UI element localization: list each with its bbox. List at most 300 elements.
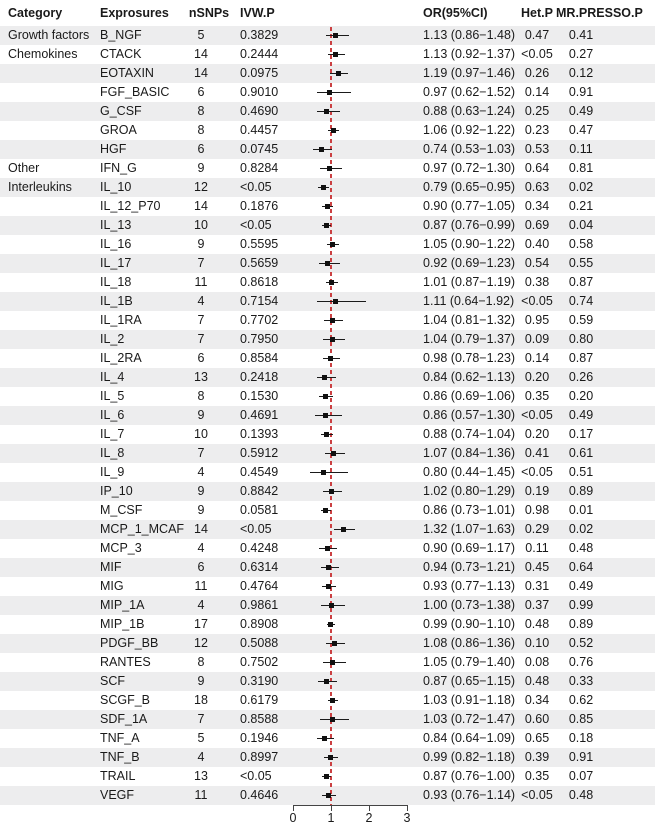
column-header-mr-presso-p: MR.PRESSO.P — [556, 6, 643, 20]
exposure-cell: SDF_1A — [100, 712, 148, 726]
ivw-p-cell: 0.1946 — [240, 731, 279, 745]
ivw-p-cell: 0.9861 — [240, 598, 279, 612]
het-p-cell: 0.65 — [524, 731, 550, 745]
nsnps-cell: 4 — [197, 294, 205, 308]
table-row — [0, 349, 655, 368]
ivw-p-cell: 0.5659 — [240, 256, 279, 270]
het-p-cell: 0.48 — [524, 617, 550, 631]
nsnps-cell: 4 — [197, 541, 205, 555]
het-p-cell: 0.39 — [524, 750, 550, 764]
table-row — [0, 558, 655, 577]
het-p-cell: 0.40 — [524, 237, 550, 251]
nsnps-cell: 18 — [194, 693, 208, 707]
exposure-cell: IL_9 — [100, 465, 125, 479]
exposure-cell: IL_8 — [100, 446, 125, 460]
or-ci-cell: 0.90 (0.77−1.05) — [423, 199, 516, 213]
or-ci-cell: 0.90 (0.69−1.17) — [423, 541, 516, 555]
exposure-cell: IL_2RA — [100, 351, 142, 365]
mr-presso-p-cell: 0.21 — [568, 199, 594, 213]
or-point-marker — [324, 223, 329, 228]
or-ci-cell: 1.07 (0.84−1.36) — [423, 446, 516, 460]
or-point-marker — [323, 413, 328, 418]
ivw-p-cell: 0.1876 — [240, 199, 279, 213]
or-ci-cell: 0.87 (0.76−0.99) — [423, 218, 516, 232]
het-p-cell: 0.25 — [524, 104, 550, 118]
ivw-p-cell: 0.8284 — [240, 161, 279, 175]
mr-presso-p-cell: 0.81 — [568, 161, 594, 175]
table-row — [0, 634, 655, 653]
or-ci-cell: 1.03 (0.72−1.47) — [423, 712, 516, 726]
nsnps-cell: 12 — [194, 636, 208, 650]
mr-presso-p-cell: 0.62 — [568, 693, 594, 707]
exposure-cell: IL_4 — [100, 370, 125, 384]
het-p-cell: 0.69 — [524, 218, 550, 232]
or-ci-cell: 0.84 (0.64−1.09) — [423, 731, 516, 745]
or-point-marker — [325, 261, 330, 266]
nsnps-cell: 11 — [194, 275, 208, 289]
or-point-marker — [326, 793, 331, 798]
or-point-marker — [330, 242, 335, 247]
table-row — [0, 444, 655, 463]
ivw-p-cell: 0.8618 — [240, 275, 279, 289]
x-axis-line — [293, 805, 408, 806]
nsnps-cell: 10 — [194, 218, 208, 232]
or-ci-cell: 0.92 (0.69−1.23) — [423, 256, 516, 270]
table-row — [0, 691, 655, 710]
exposure-cell: IL_18 — [100, 275, 132, 289]
or-point-marker — [332, 641, 337, 646]
het-p-cell: 0.54 — [524, 256, 550, 270]
exposure-cell: RANTES — [100, 655, 151, 669]
mr-presso-p-cell: 0.85 — [568, 712, 594, 726]
het-p-cell: 0.60 — [524, 712, 550, 726]
confidence-interval-line — [317, 301, 366, 302]
exposure-cell: SCF — [100, 674, 125, 688]
ivw-p-cell: 0.8588 — [240, 712, 279, 726]
nsnps-cell: 11 — [194, 788, 208, 802]
exposure-cell: CTACK — [100, 47, 142, 61]
table-row — [0, 26, 655, 45]
ivw-p-cell: 0.4457 — [240, 123, 279, 137]
nsnps-cell: 9 — [197, 161, 205, 175]
exposure-cell: IL_16 — [100, 237, 132, 251]
table-row — [0, 292, 655, 311]
ivw-p-cell: 0.5595 — [240, 237, 279, 251]
or-ci-cell: 0.88 (0.74−1.04) — [423, 427, 516, 441]
or-ci-cell: 0.97 (0.62−1.52) — [423, 85, 516, 99]
het-p-cell: 0.53 — [524, 142, 550, 156]
column-header-category: Category — [8, 6, 63, 20]
or-ci-cell: 0.74 (0.53−1.03) — [423, 142, 516, 156]
or-point-marker — [323, 394, 328, 399]
nsnps-cell: 6 — [197, 351, 205, 365]
table-header — [0, 0, 655, 26]
exposure-cell: MIF — [100, 560, 122, 574]
nsnps-cell: 7 — [197, 446, 205, 460]
mr-presso-p-cell: 0.91 — [568, 85, 594, 99]
nsnps-cell: 9 — [197, 408, 205, 422]
mr-presso-p-cell: 0.49 — [568, 408, 594, 422]
mr-presso-p-cell: 0.87 — [568, 351, 594, 365]
exposure-cell: TRAIL — [100, 769, 136, 783]
table-row — [0, 159, 655, 178]
het-p-cell: 0.31 — [524, 579, 550, 593]
or-point-marker — [321, 470, 326, 475]
ivw-p-cell: 0.8908 — [240, 617, 279, 631]
or-point-marker — [341, 527, 346, 532]
table-row — [0, 615, 655, 634]
mr-presso-p-cell: 0.80 — [568, 332, 594, 346]
x-axis-tick-label: 3 — [403, 811, 411, 825]
table-row — [0, 197, 655, 216]
exposure-cell: IL_6 — [100, 408, 125, 422]
or-point-marker — [326, 565, 331, 570]
or-ci-cell: 1.02 (0.80−1.29) — [423, 484, 516, 498]
exposure-cell: MCP_3 — [100, 541, 142, 555]
table-row — [0, 64, 655, 83]
nsnps-cell: 4 — [197, 750, 205, 764]
mr-presso-p-cell: 0.87 — [568, 275, 594, 289]
ivw-p-cell: 0.4691 — [240, 408, 279, 422]
exposure-cell: MIP_1B — [100, 617, 145, 631]
het-p-cell: 0.35 — [524, 389, 550, 403]
or-ci-cell: 1.04 (0.79−1.37) — [423, 332, 516, 346]
or-point-marker — [330, 660, 335, 665]
table-row — [0, 501, 655, 520]
ivw-p-cell: <0.05 — [240, 218, 272, 232]
or-point-marker — [325, 204, 330, 209]
table-row — [0, 672, 655, 691]
column-header-or-ci: OR(95%CI) — [423, 6, 488, 20]
het-p-cell: <0.05 — [521, 47, 553, 61]
ivw-p-cell: 0.7154 — [240, 294, 279, 308]
ivw-p-cell: 0.5912 — [240, 446, 279, 460]
mr-presso-p-cell: 0.18 — [568, 731, 594, 745]
or-point-marker — [319, 147, 324, 152]
or-ci-cell: 1.03 (0.91−1.18) — [423, 693, 516, 707]
table-row — [0, 596, 655, 615]
or-ci-cell: 0.84 (0.62−1.13) — [423, 370, 516, 384]
table-row — [0, 482, 655, 501]
exposure-cell: TNF_B — [100, 750, 140, 764]
ivw-p-cell: 0.2444 — [240, 47, 279, 61]
exposure-cell: M_CSF — [100, 503, 143, 517]
nsnps-cell: 14 — [194, 47, 208, 61]
het-p-cell: <0.05 — [521, 294, 553, 308]
column-header-ivw-p: IVW.P — [240, 6, 275, 20]
nsnps-cell: 6 — [197, 142, 205, 156]
or-ci-cell: 0.98 (0.78−1.23) — [423, 351, 516, 365]
table-row — [0, 140, 655, 159]
mr-presso-p-cell: 0.33 — [568, 674, 594, 688]
het-p-cell: 0.95 — [524, 313, 550, 327]
table-row — [0, 311, 655, 330]
exposure-cell: IL_10 — [100, 180, 132, 194]
exposure-cell: IL_7 — [100, 427, 125, 441]
table-row — [0, 387, 655, 406]
table-row — [0, 425, 655, 444]
or-point-marker — [336, 71, 341, 76]
or-point-marker — [331, 451, 336, 456]
nsnps-cell: 4 — [197, 598, 205, 612]
het-p-cell: 0.09 — [524, 332, 550, 346]
x-axis-tick-label: 2 — [365, 811, 373, 825]
table-row — [0, 330, 655, 349]
table-row — [0, 463, 655, 482]
mr-presso-p-cell: 0.12 — [568, 66, 594, 80]
het-p-cell: 0.47 — [524, 28, 550, 42]
category-cell: Growth factors — [8, 28, 90, 42]
or-point-marker — [329, 280, 334, 285]
exposure-cell: IL_13 — [100, 218, 132, 232]
or-ci-cell: 0.86 (0.57−1.30) — [423, 408, 516, 422]
mr-presso-p-cell: 0.47 — [568, 123, 594, 137]
or-point-marker — [331, 128, 336, 133]
or-point-marker — [325, 546, 330, 551]
nsnps-cell: 8 — [197, 123, 205, 137]
or-ci-cell: 1.13 (0.92−1.37) — [423, 47, 516, 61]
or-point-marker — [329, 489, 334, 494]
mr-presso-p-cell: 0.64 — [568, 560, 594, 574]
het-p-cell: 0.37 — [524, 598, 550, 612]
or-point-marker — [330, 318, 335, 323]
ivw-p-cell: 0.7502 — [240, 655, 279, 669]
nsnps-cell: 12 — [194, 180, 208, 194]
or-point-marker — [324, 679, 329, 684]
exposure-cell: IL_1RA — [100, 313, 142, 327]
het-p-cell: 0.34 — [524, 199, 550, 213]
ivw-p-cell: 0.6179 — [240, 693, 279, 707]
or-point-marker — [333, 299, 338, 304]
or-ci-cell: 1.08 (0.86−1.36) — [423, 636, 516, 650]
exposure-cell: FGF_BASIC — [100, 85, 170, 99]
nsnps-cell: 9 — [197, 484, 205, 498]
nsnps-cell: 9 — [197, 674, 205, 688]
column-header-exposures: Exprosures — [100, 6, 169, 20]
or-ci-cell: 0.99 (0.82−1.18) — [423, 750, 516, 764]
ivw-p-cell: 0.4549 — [240, 465, 279, 479]
or-ci-cell: 0.99 (0.90−1.10) — [423, 617, 516, 631]
or-ci-cell: 1.04 (0.81−1.32) — [423, 313, 516, 327]
nsnps-cell: 17 — [194, 617, 208, 631]
column-header-het-p: Het.P — [521, 6, 553, 20]
table-row — [0, 748, 655, 767]
category-cell: Chemokines — [8, 47, 78, 61]
het-p-cell: 0.64 — [524, 161, 550, 175]
exposure-cell: G_CSF — [100, 104, 142, 118]
ivw-p-cell: 0.0975 — [240, 66, 279, 80]
exposure-cell: MIP_1A — [100, 598, 145, 612]
nsnps-cell: 14 — [194, 522, 208, 536]
het-p-cell: 0.20 — [524, 427, 550, 441]
het-p-cell: 0.63 — [524, 180, 550, 194]
or-point-marker — [333, 52, 338, 57]
nsnps-cell: 10 — [194, 427, 208, 441]
or-point-marker — [324, 774, 329, 779]
or-ci-cell: 0.86 (0.73−1.01) — [423, 503, 516, 517]
or-point-marker — [321, 185, 326, 190]
confidence-interval-line — [310, 472, 348, 473]
ivw-p-cell: 0.4764 — [240, 579, 279, 593]
or-ci-cell: 1.06 (0.92−1.22) — [423, 123, 516, 137]
het-p-cell: 0.19 — [524, 484, 550, 498]
or-point-marker — [329, 603, 334, 608]
confidence-interval-line — [317, 92, 351, 93]
x-axis-tick-label: 1 — [327, 811, 335, 825]
nsnps-cell: 14 — [194, 199, 208, 213]
ivw-p-cell: 0.4248 — [240, 541, 279, 555]
confidence-interval-line — [315, 415, 343, 416]
het-p-cell: 0.98 — [524, 503, 550, 517]
exposure-cell: EOTAXIN — [100, 66, 154, 80]
table-row — [0, 786, 655, 805]
or-ci-cell: 0.93 (0.77−1.13) — [423, 579, 516, 593]
or-ci-cell: 1.00 (0.73−1.38) — [423, 598, 516, 612]
mr-presso-p-cell: 0.89 — [568, 484, 594, 498]
het-p-cell: 0.23 — [524, 123, 550, 137]
or-ci-cell: 0.88 (0.63−1.24) — [423, 104, 516, 118]
table-row — [0, 273, 655, 292]
het-p-cell: 0.26 — [524, 66, 550, 80]
x-axis-tick-label: 0 — [289, 811, 297, 825]
nsnps-cell: 13 — [194, 370, 208, 384]
ivw-p-cell: 0.8842 — [240, 484, 279, 498]
or-point-marker — [328, 622, 333, 627]
table-row — [0, 520, 655, 539]
or-point-marker — [327, 90, 332, 95]
mr-presso-p-cell: 0.58 — [568, 237, 594, 251]
nsnps-cell: 7 — [197, 256, 205, 270]
nsnps-cell: 14 — [194, 66, 208, 80]
ivw-p-cell: 0.1393 — [240, 427, 279, 441]
mr-presso-p-cell: 0.01 — [568, 503, 594, 517]
or-ci-cell: 1.05 (0.79−1.40) — [423, 655, 516, 669]
exposure-cell: MIG — [100, 579, 124, 593]
or-point-marker — [327, 166, 332, 171]
table-row — [0, 45, 655, 64]
ivw-p-cell: 0.3190 — [240, 674, 279, 688]
mr-presso-p-cell: 0.04 — [568, 218, 594, 232]
mr-presso-p-cell: 0.49 — [568, 579, 594, 593]
or-point-marker — [323, 508, 328, 513]
mr-presso-p-cell: 0.07 — [568, 769, 594, 783]
table-row — [0, 235, 655, 254]
table-row — [0, 121, 655, 140]
category-cell: Interleukins — [8, 180, 72, 194]
or-point-marker — [326, 584, 331, 589]
or-ci-cell: 0.86 (0.69−1.06) — [423, 389, 516, 403]
ivw-p-cell: <0.05 — [240, 180, 272, 194]
or-point-marker — [324, 432, 329, 437]
nsnps-cell: 8 — [197, 104, 205, 118]
table-row — [0, 216, 655, 235]
or-ci-cell: 1.13 (0.86−1.48) — [423, 28, 516, 42]
or-ci-cell: 1.32 (1.07−1.63) — [423, 522, 516, 536]
exposure-cell: SCGF_B — [100, 693, 151, 707]
nsnps-cell: 5 — [197, 731, 205, 745]
mr-presso-p-cell: 0.99 — [568, 598, 594, 612]
table-row — [0, 368, 655, 387]
het-p-cell: <0.05 — [521, 465, 553, 479]
nsnps-cell: 13 — [194, 769, 208, 783]
exposure-cell: IL_5 — [100, 389, 125, 403]
ivw-p-cell: 0.3829 — [240, 28, 279, 42]
table-row — [0, 406, 655, 425]
nsnps-cell: 9 — [197, 237, 205, 251]
ivw-p-cell: <0.05 — [240, 769, 272, 783]
het-p-cell: 0.38 — [524, 275, 550, 289]
or-ci-cell: 0.87 (0.65−1.15) — [423, 674, 516, 688]
or-ci-cell: 0.94 (0.73−1.21) — [423, 560, 516, 574]
het-p-cell: 0.41 — [524, 446, 550, 460]
exposure-cell: IL_2 — [100, 332, 125, 346]
ivw-p-cell: 0.7702 — [240, 313, 279, 327]
exposure-cell: GROA — [100, 123, 137, 137]
nsnps-cell: 7 — [197, 712, 205, 726]
or-point-marker — [322, 736, 327, 741]
mr-presso-p-cell: 0.27 — [568, 47, 594, 61]
mr-presso-p-cell: 0.11 — [569, 142, 593, 156]
ivw-p-cell: 0.9010 — [240, 85, 279, 99]
column-header-nsnps: nSNPs — [188, 6, 230, 20]
or-ci-cell: 0.80 (0.44−1.45) — [423, 465, 516, 479]
table-row — [0, 767, 655, 786]
exposure-cell: VEGF — [100, 788, 135, 802]
ivw-p-cell: 0.1530 — [240, 389, 279, 403]
mr-presso-p-cell: 0.74 — [568, 294, 594, 308]
het-p-cell: <0.05 — [521, 408, 553, 422]
mr-presso-p-cell: 0.49 — [568, 104, 594, 118]
het-p-cell: 0.14 — [524, 85, 550, 99]
mr-presso-p-cell: 0.02 — [568, 180, 594, 194]
nsnps-cell: 6 — [197, 85, 205, 99]
ivw-p-cell: 0.8584 — [240, 351, 279, 365]
het-p-cell: 0.48 — [524, 674, 550, 688]
het-p-cell: 0.34 — [524, 693, 550, 707]
category-cell: Other — [8, 161, 40, 175]
het-p-cell: 0.11 — [525, 541, 549, 555]
nsnps-cell: 8 — [197, 389, 205, 403]
table-row — [0, 178, 655, 197]
or-ci-cell: 0.93 (0.76−1.14) — [423, 788, 516, 802]
ivw-p-cell: <0.05 — [240, 522, 272, 536]
mr-presso-p-cell: 0.20 — [568, 389, 594, 403]
nsnps-cell: 7 — [197, 313, 205, 327]
table-row — [0, 710, 655, 729]
exposure-cell: IFN_G — [100, 161, 137, 175]
or-ci-cell: 1.05 (0.90−1.22) — [423, 237, 516, 251]
mr-presso-p-cell: 0.17 — [568, 427, 594, 441]
nsnps-cell: 11 — [194, 579, 208, 593]
exposure-cell: IP_10 — [100, 484, 133, 498]
or-ci-cell: 0.97 (0.72−1.30) — [423, 161, 516, 175]
table-row — [0, 102, 655, 121]
mr-presso-p-cell: 0.55 — [568, 256, 594, 270]
nsnps-cell: 8 — [197, 655, 205, 669]
het-p-cell: 0.20 — [524, 370, 550, 384]
or-point-marker — [333, 33, 338, 38]
mr-presso-p-cell: 0.52 — [568, 636, 594, 650]
or-point-marker — [330, 698, 335, 703]
or-point-marker — [328, 356, 333, 361]
mr-presso-p-cell: 0.91 — [568, 750, 594, 764]
het-p-cell: 0.35 — [524, 769, 550, 783]
het-p-cell: 0.08 — [524, 655, 550, 669]
or-ci-cell: 1.19 (0.97−1.46) — [423, 66, 516, 80]
het-p-cell: 0.10 — [524, 636, 550, 650]
mr-presso-p-cell: 0.89 — [568, 617, 594, 631]
nsnps-cell: 5 — [197, 28, 205, 42]
